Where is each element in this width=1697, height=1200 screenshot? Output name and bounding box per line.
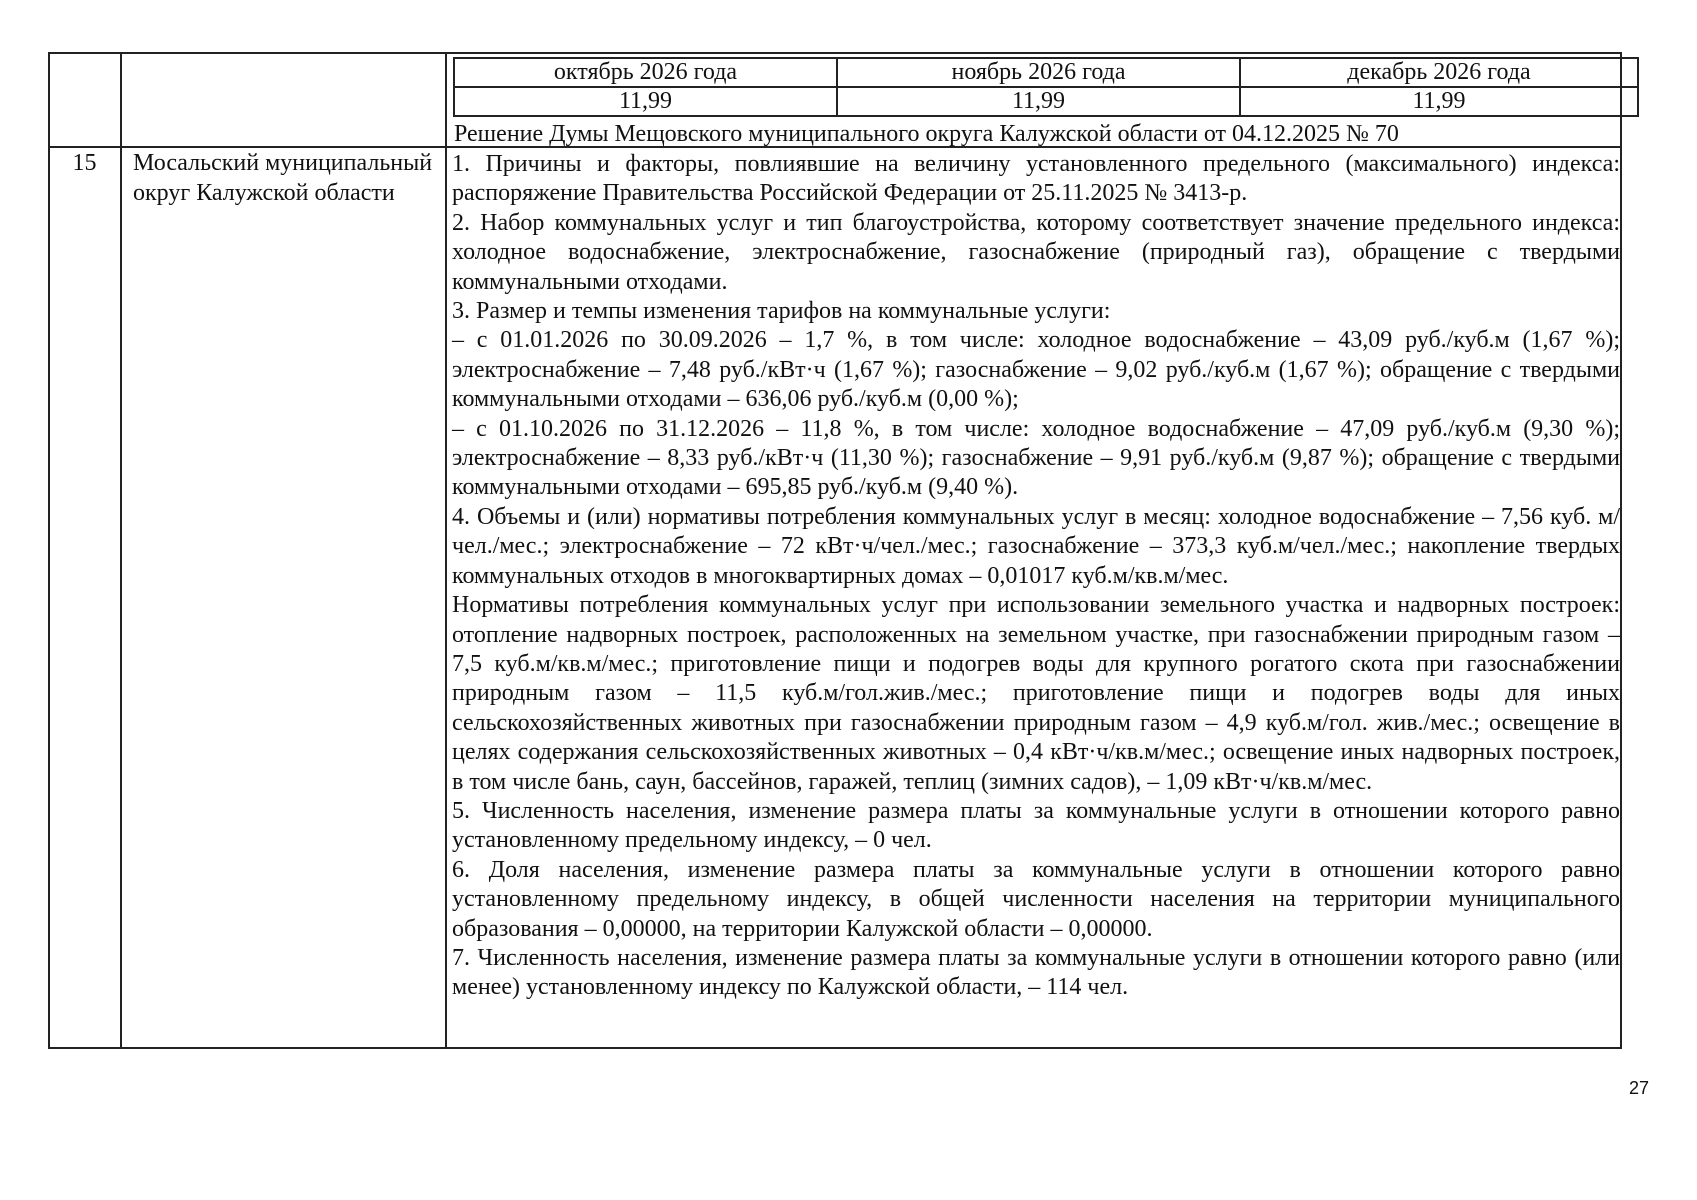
monthly-index-table [453, 57, 1639, 117]
paragraph-population-count: 5. Численность населения, изменение размера платы за коммунальные услуги в отношении которого равно установленному предельному индексу, – 0 чел. [452, 797, 1620, 854]
column-divider [120, 52, 122, 1049]
table-row [454, 87, 1638, 116]
month-header-october: октябрь 2026 года [454, 58, 837, 87]
paragraph-reasons: 1. Причины и факторы, повлиявшие на величину установленного предельного (максимального) индекса: распоряжение Правительства Российской Федерации от 25.11.2025 № 3413-р. [452, 151, 1620, 207]
table-row [454, 58, 1638, 87]
month-value-december: 11,99 [1240, 87, 1638, 116]
paragraph-population-regional: 7. Численность населения, изменение размера платы за коммунальные услуги в отношении которого равно (или менее) установленному индексу по Калужской области, – 114 чел. [452, 944, 1620, 1001]
month-value-november: 11,99 [837, 87, 1240, 116]
paragraph-consumption-volumes: 4. Объемы и (или) нормативы потребления коммунальных услуг в месяц: холодное водоснабжение – 7,56 куб. м/чел./мес.; электроснабжение – 72 кВт·ч/чел./мес.; газоснабжение – 373,3 куб.м/чел./мес.; накопление твердых коммунальных отходов в многоквартирных домах – 0,01017 куб.м/кв.м/мес. [452, 503, 1620, 589]
paragraph-population-share: 6. Доля населения, изменение размера платы за коммунальные услуги в отношении которого равно установленному предельному индексу, в общей численности населения на территории муниципального образования – 0,00000, на территории Калужской области – 0,00000. [452, 856, 1620, 942]
paragraph-land-plot-norms: Нормативы потребления коммунальных услуг при использовании земельного участка и надворных построек: отопление надворных построек, расположенных на земельном участке, при газоснабжении природным газом – 7,5 куб.м/кв.м/мес.; приготовление пищи и подогрев воды для крупного рогатого скота при газоснабжении природным газом – 11,5 куб.м/гол.жив./мес.; приготовление пищи и подогрев воды для иных сельскохозяйственных животных при газоснабжении природным газом – 4,9 куб.м/гол. жив./мес.; освещение в целях содержания сельскохозяйственных животных – 0,4 кВт·ч/кв.м/мес.; освещение иных надворных построек, в том числе бань, саун, бассейнов, гаражей, теплиц (зимних садов), – 1,09 кВт·ч/кв.м/мес. [452, 592, 1620, 795]
paragraph-services-set: 2. Набор коммунальных услуг и тип благоустройства, которому соответствует значение предельного индекса: холодное водоснабжение, электроснабжение, газоснабжение (природный газ), обращение с твердыми коммунальными отходами. [452, 209, 1620, 295]
paragraph-tariffs-period-1: – с 01.01.2026 по 30.09.2026 – 1,7 %, в том числе: холодное водоснабжение – 43,09 руб./куб.м (1,67 %); электроснабжение – 7,48 руб./кВт·ч (1,67 %); газоснабжение – 9,02 руб./куб.м (1,67 %); обращение с твердыми коммунальными отходами – 636,06 руб./куб.м (0,00 %); [452, 327, 1620, 413]
row-number: 15 [72, 150, 97, 176]
decision-reference: Решение Думы Мещовского муниципального округа Калужской области от 04.12.2025 № 70 [454, 121, 1399, 147]
page-number: 27 [1628, 1078, 1649, 1098]
row-details [452, 150, 1620, 1003]
paragraph-tariffs-heading: 3. Размер и темпы изменения тарифов на коммунальные услуги: [452, 298, 1111, 325]
month-header-december: декабрь 2026 года [1240, 58, 1638, 87]
month-value-october: 11,99 [454, 87, 837, 116]
month-header-november: ноябрь 2026 года [837, 58, 1240, 87]
municipality-name: Мосальский муниципальный округ Калужской области [133, 150, 433, 206]
paragraph-tariffs-period-2: – с 01.10.2026 по 31.12.2026 – 11,8 %, в том числе: холодное водоснабжение – 47,09 руб./куб.м (9,30 %); электроснабжение – 8,33 руб./кВт·ч (11,30 %); газоснабжение – 9,91 руб./куб.м (9,87 %); обращение с твердыми коммунальными отходами – 695,85 руб./куб.м (9,40 %). [452, 415, 1620, 501]
column-divider [445, 52, 447, 1049]
